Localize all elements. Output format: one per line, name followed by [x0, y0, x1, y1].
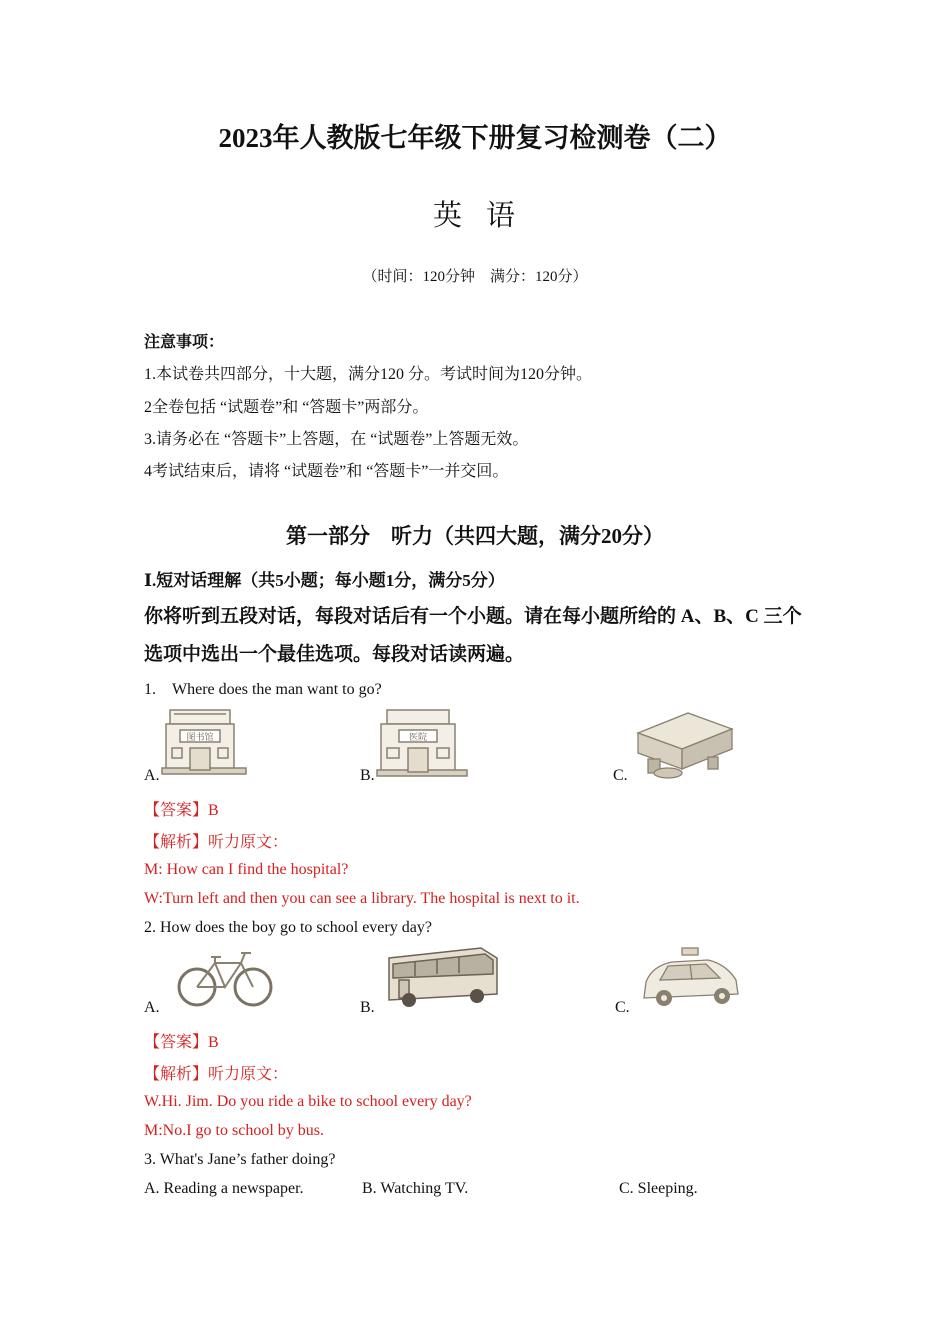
q2-script-line: W.Hi. Jim. Do you ride a bike to school every day?: [144, 1093, 472, 1110]
q1-analysis: 【解析】听力原文：: [144, 834, 289, 851]
q1-option-c: C.: [613, 767, 628, 784]
note-item: 1.本试卷共四部分，十大题，满分120 分。考试时间为120分钟。: [144, 366, 593, 383]
q2-option-b: B.: [360, 999, 375, 1016]
subject-char-2: 语: [486, 200, 518, 232]
library-building-image: [160, 704, 248, 776]
hospital-building-image: [375, 704, 470, 778]
bus-image: [385, 944, 503, 1008]
subject-title: [0, 193, 950, 234]
q1-option-b: B.: [360, 767, 375, 784]
q2-analysis: 【解析】听力原文：: [144, 1066, 289, 1083]
exam-title: 2023年人教版七年级下册复习检测卷（二）: [218, 123, 732, 153]
q2-script-line: M:No.I go to school by bus.: [144, 1122, 324, 1139]
q2-answer: 【答案】B: [144, 1034, 219, 1051]
library-sign-text: 图书馆: [186, 733, 214, 743]
q2-option-a: A.: [144, 999, 160, 1016]
q3-option-c: C. Sleeping.: [619, 1180, 698, 1197]
taxi-image: [638, 944, 744, 1014]
q3-option-b: B. Watching TV.: [362, 1180, 469, 1197]
question-2-stem: 2. How does the boy go to school every day?: [144, 919, 432, 936]
subject-char-1: 英: [432, 200, 464, 232]
note-item: 2全卷包括 “试题卷”和 “答题卡”两部分。: [144, 399, 429, 416]
question-3-stem: 3. What's Jane’s father doing?: [144, 1151, 336, 1168]
q2-option-c: C.: [615, 999, 630, 1016]
q1-option-a: A.: [144, 767, 160, 784]
note-item: 3.请务必在 “答题卡”上答题，在 “试题卷”上答题无效。: [144, 431, 529, 448]
q1-script-line: W:Turn left and then you can see a library. The hospital is next to it.: [144, 890, 580, 907]
q1-script-line: M: How can I find the hospital?: [144, 861, 349, 878]
bicycle-image: [175, 947, 275, 1011]
question-1-stem: 1. Where does the man want to go?: [144, 681, 382, 698]
q3-option-a: A. Reading a newspaper.: [144, 1180, 304, 1197]
notes-heading: 注意事项：: [144, 334, 225, 351]
note-item: 4考试结束后，请将 “试题卷”和 “答题卡”一并交回。: [144, 463, 509, 480]
instruction-line-1: 你将听到五段对话，每段对话后有一个小题。请在每小题所给的 A、B、C 三个: [144, 606, 802, 627]
section1-heading: Ⅰ.短对话理解（共5小题；每小题1分，满分5分）: [144, 571, 505, 590]
instruction-line-2: 选项中选出一个最佳选项。每段对话读两遍。: [144, 644, 525, 665]
gas-station-image: [628, 703, 736, 783]
time-info: （时间：120分钟 满分：120分）: [362, 269, 588, 285]
q1-answer: 【答案】B: [144, 802, 219, 819]
part1-heading: 第一部分 听力（共四大题，满分20分）: [286, 524, 664, 548]
hospital-sign-text: 医院: [408, 733, 428, 743]
